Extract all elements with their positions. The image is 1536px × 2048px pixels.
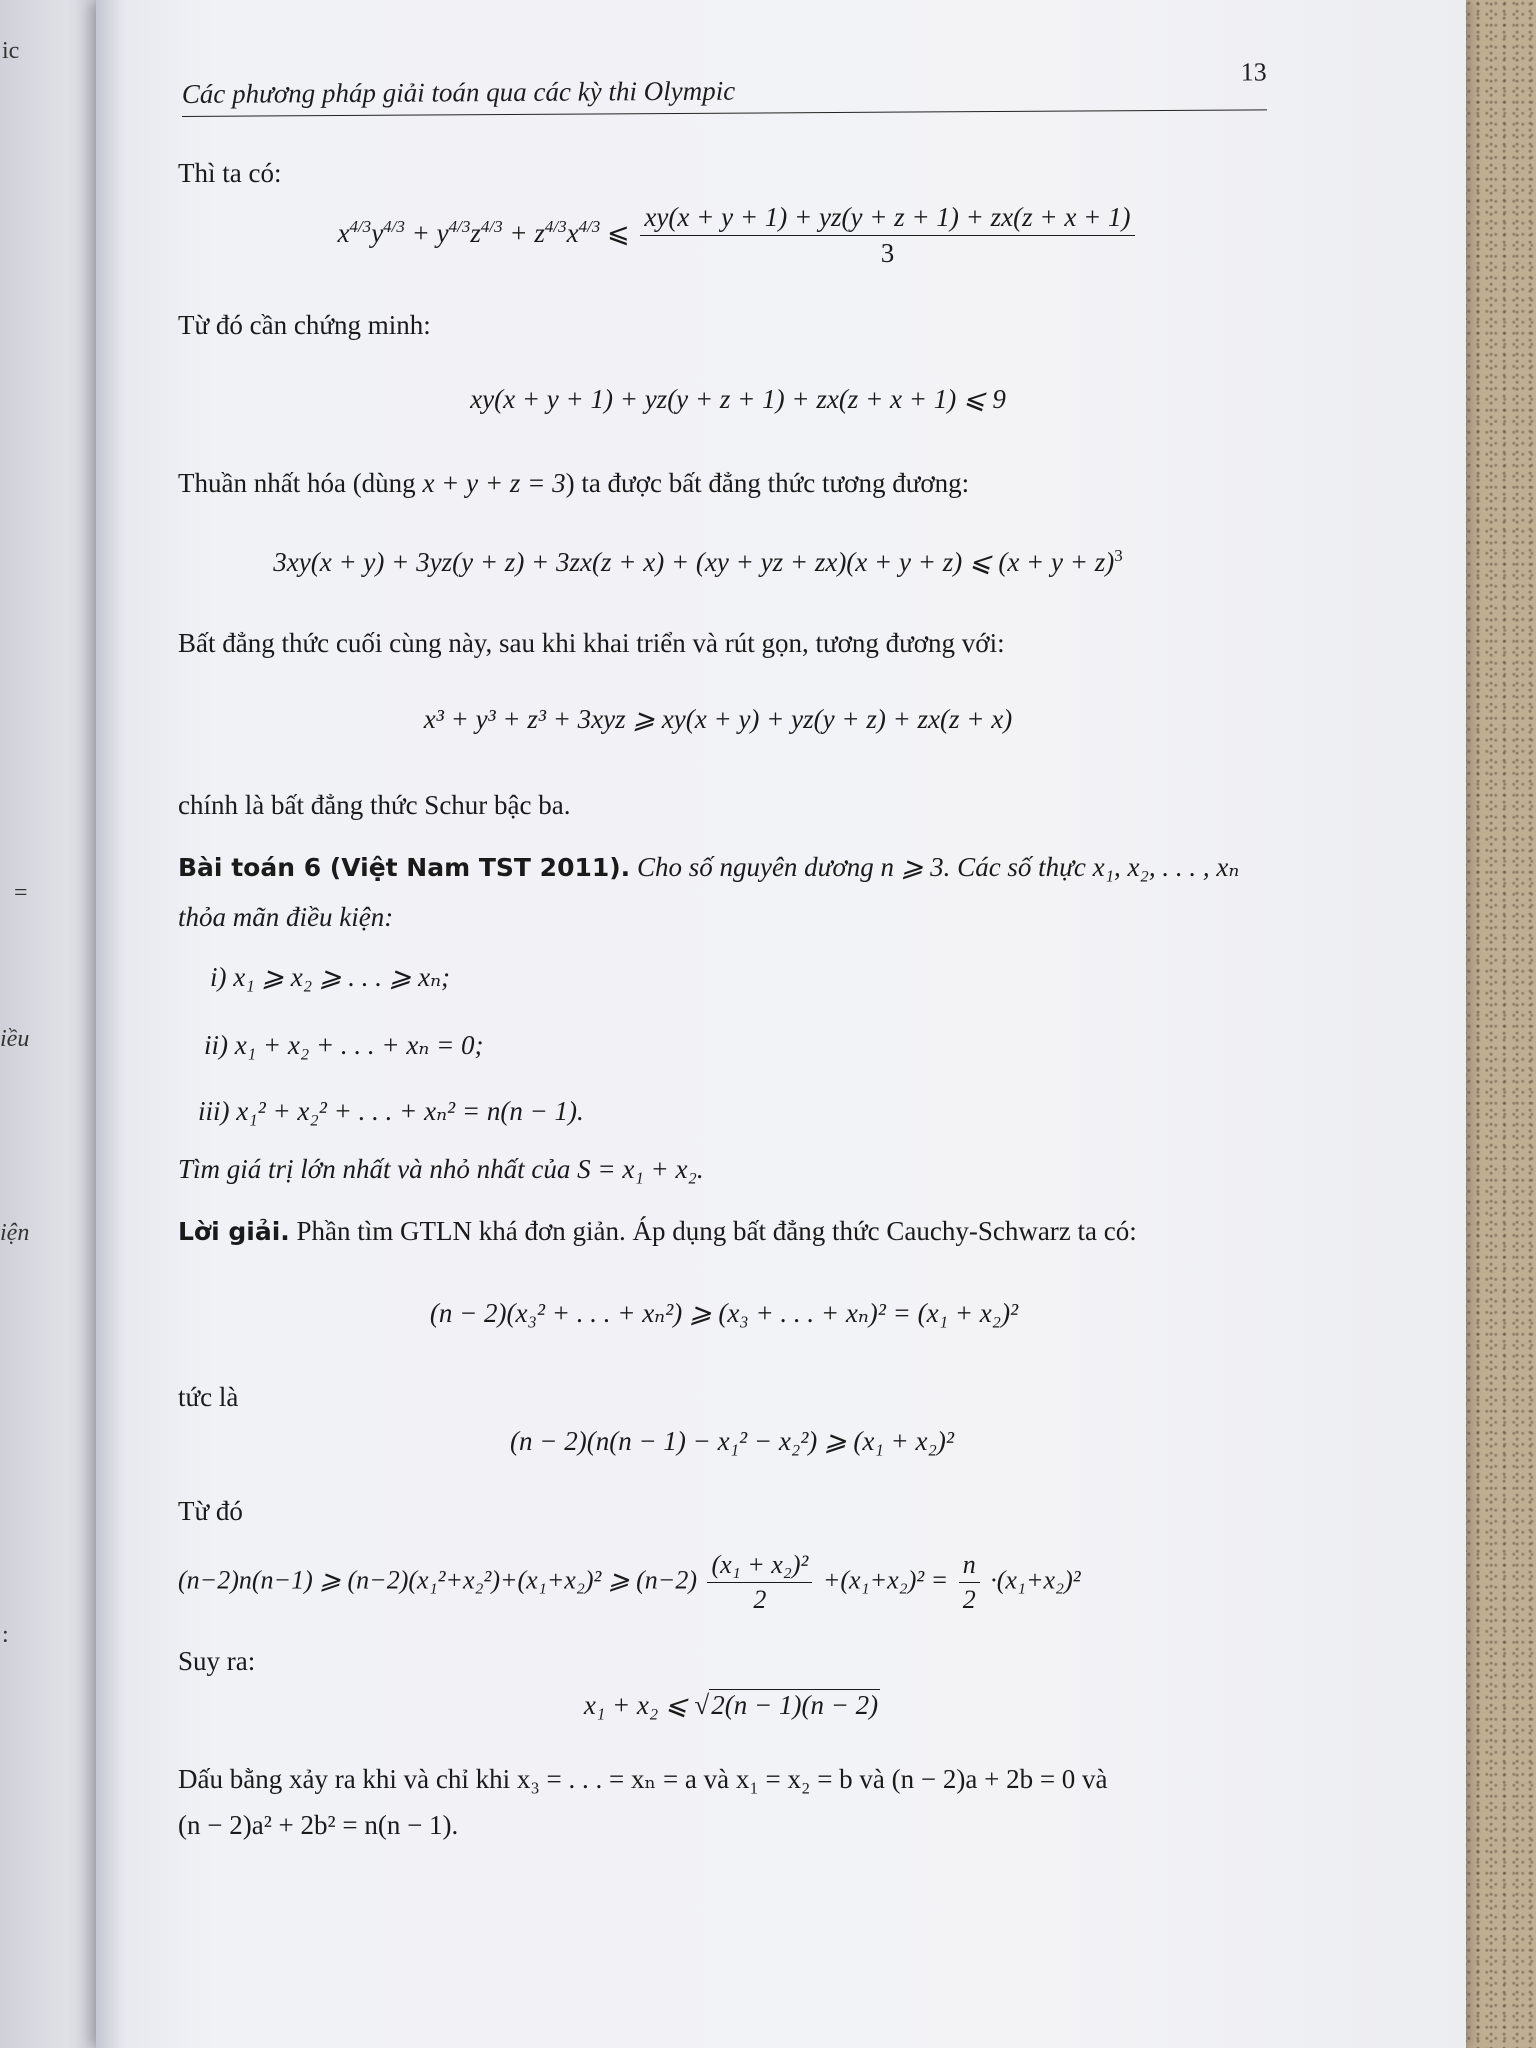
equation-part: (n−2)n(n−1) ⩾ (n−2)(x₁²+x₂²)+(x₁+x₂)² ⩾ (n−2) (178, 1565, 697, 1595)
inline-math: x + y + z = 3 (422, 468, 566, 498)
equation-2: xy(x + y + 1) + yz(y + z + 1) + zx(z + x + 1) ⩽ 9 (470, 384, 1006, 414)
fraction (707, 1550, 812, 1615)
condition-label: i) (210, 962, 227, 992)
denominator: 3 (880, 238, 895, 268)
paragraph: Dấu bằng xảy ra khi và chỉ khi x₃ = . . . = xₙ = a và x₁ = x₂ = b và (n − 2)a + 2b = 0 và (178, 1764, 1108, 1794)
page-number: 13 (1240, 57, 1267, 87)
equation-lhs: $x^{4/3}y^{4/3} + y^{4/3}z^{4/3} + z^{4/3}x^{4/3}$ ⩽ (337, 216, 630, 248)
problem-title: Bài toán 6 (Việt Nam TST 2011). (178, 853, 631, 882)
equation-5: (n − 2)(x₃² + . . . + xₙ²) ⩾ (x₃ + . . . + xₙ)² = (x₁ + x₂)² (429, 1298, 1019, 1328)
equation-6: (n − 2)(n(n − 1) − x₁² − x₂²) ⩾ (x₁ + x₂)² (510, 1426, 954, 1456)
equation-part: ·(x₁+x₂)² (990, 1565, 1081, 1595)
condition-label: iii) (198, 1096, 230, 1126)
numerator: xy(x + y + 1) + yz(y + z + 1) + zx(z + x + 1) (640, 202, 1134, 236)
left-fragment: iều (0, 1026, 30, 1052)
paragraph (178, 468, 969, 499)
condition-math: x₁ + x₂ + . . . + xₙ = 0; (234, 1030, 484, 1060)
denominator: 2 (962, 1585, 976, 1614)
left-fragment: iện (0, 1220, 30, 1246)
fraction (959, 1550, 980, 1615)
solution-intro (178, 1216, 1137, 1247)
paragraph: Từ đó (178, 1496, 243, 1526)
paragraph: Từ đó cần chứng minh: (178, 310, 431, 340)
equation-part: +(x₁+x₂)² = (822, 1565, 949, 1595)
fraction (640, 202, 1134, 269)
left-fragment: : (2, 1622, 9, 1648)
question: Tìm giá trị lớn nhất và nhỏ nhất của S = x₁ + x₂. (178, 1154, 704, 1184)
header-title: Các phương pháp giải toán qua các kỳ thi Olympic (181, 75, 736, 110)
equation-body: 3xy(x + y) + 3yz(y + z) + 3zx(z + x) + (xy + yz + zx)(x + y + z) ⩽ (x + y + z) (273, 547, 1115, 577)
paragraph: chính là bất đẳng thức Schur bậc ba. (178, 790, 571, 820)
text: ) ta được bất đẳng thức tương đương: (565, 468, 970, 498)
left-fragment: ic (2, 38, 20, 64)
running-header (182, 51, 1267, 117)
problem-text: thỏa mãn điều kiện: (178, 902, 394, 932)
paragraph: Bất đẳng thức cuối cùng này, sau khi khai triển và rút gọn, tương đương với: (178, 628, 1005, 658)
condition-ii (204, 1030, 484, 1061)
denominator: 2 (753, 1585, 767, 1614)
condition-math: x₁ ⩾ x₂ ⩾ . . . ⩾ xₙ; (233, 962, 451, 992)
solution-label: Lời giải. (178, 1217, 290, 1246)
equation-1 (178, 202, 1298, 269)
problem-text: Cho số nguyên dương n ⩾ 3. Các số thực x₁, x₂, . . . , xₙ (636, 852, 1240, 882)
equation-3: 3xy(x + y) + 3yz(y + z) + 3zx(z + x) + (xy + yz + zx)(x + y + z) ⩽ $(x + y + z)^3$ (273, 546, 1123, 577)
condition-iii (198, 1096, 584, 1127)
paragraph: Thì ta có: (178, 158, 282, 188)
paragraph: Suy ra: (178, 1646, 256, 1676)
equation-4: x³ + y³ + z³ + 3xyz ⩾ xy(x + y) + yz(y + z) + zx(z + x) (423, 704, 1013, 734)
equation-7 (178, 1550, 1081, 1615)
problem-statement (178, 852, 1239, 883)
adjacent-page (0, 0, 110, 2048)
condition-math: x₁² + x₂² + . . . + xₙ² = n(n − 1). (236, 1096, 584, 1126)
equation-part: x₁ + x₂ ⩽ √ (583, 1690, 710, 1720)
text: Thuần nhất hóa (dùng (178, 468, 416, 498)
solution-text: Phần tìm GTLN khá đơn giản. Áp dụng bất đẳng thức Cauchy-Schwarz ta có: (296, 1216, 1137, 1246)
book-page (96, 0, 1466, 2048)
radicand: 2(n − 1)(n − 2) (711, 1690, 879, 1720)
condition-i (210, 962, 450, 993)
condition-label: ii) (204, 1030, 228, 1060)
paragraph: tức là (178, 1382, 239, 1412)
numerator: (x₁ + x₂)² (707, 1550, 812, 1583)
paragraph: (n − 2)a² + 2b² = n(n − 1). (178, 1810, 459, 1840)
left-fragment: = (14, 880, 28, 906)
equation-8 (172, 1690, 1292, 1721)
numerator: n (959, 1550, 980, 1583)
